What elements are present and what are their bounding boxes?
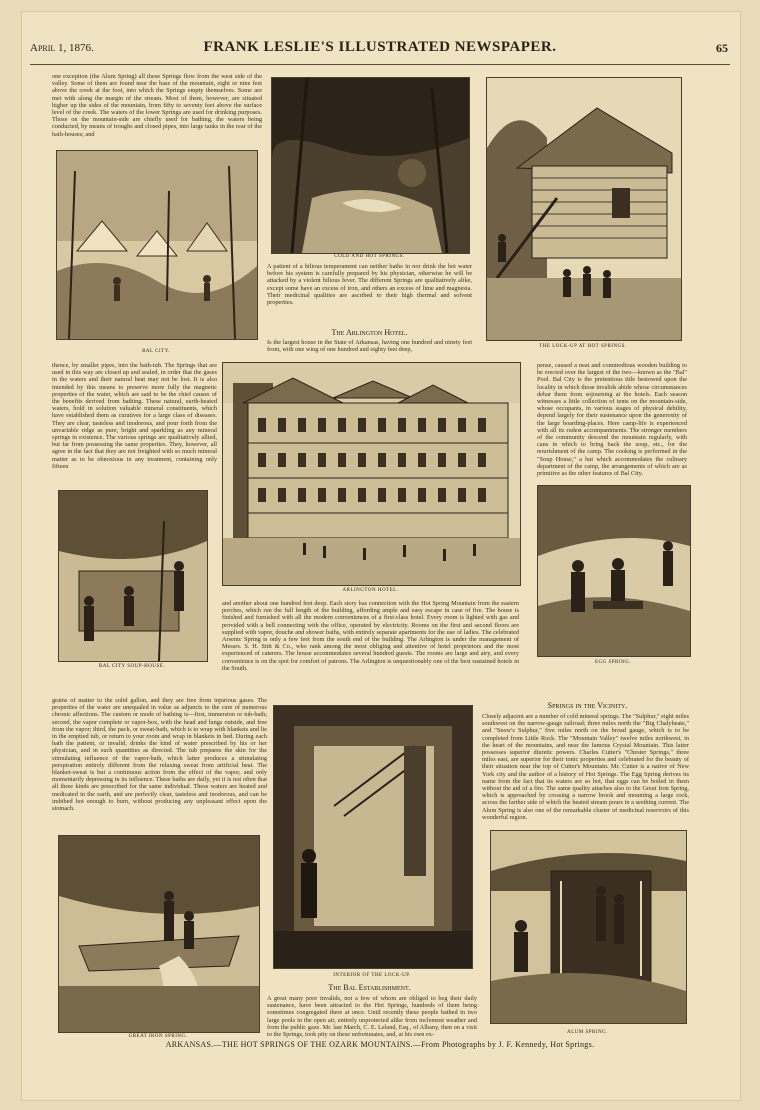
- text-center-lower: and another about one hundred feet deep. Each story has connection with the Hot Spring Mountain from the eastern porches, which run the full length of the building, affording ample and easy escape in case of fire. The house is finished and furnished with all the modern conveniences of a first-class hotel. Every room is lighted with gas and provided with a bell connecting with the office, operated by electricity. Rooms on the first and second floors are supplied with vapor, douche and shower baths, with entirely separate apartments for the use of ladies. The celebrated Arsenic Spring is only a few feet from the south end of the building. The Arlington is under the management of Messrs. S. H. Stitt & Co., who rank among the most obliging and attentive of hotel proprietors and the most experienced of caterers. The house accommodates several hundred guests. The rooms are large and airy, and every convenience is on the spot for comfort of patrons. The Arlington is unquestionably one of the best sustained hotels in the South.: [222, 600, 519, 672]
- text-arlington-intro: Is the largest house in the State of Arkansas, having one hundred and ninety feet front, with one wing of one hundred and eighty feet deep,: [267, 339, 472, 354]
- text-top-middle: A patient of a bilious temperament can neither bathe in nor drink the hot water before his system is carefully prepared by his physician, otherwise he will be attacked by a violent bilious fever. The different Springs are qualitatively alike, except some have an excess of iron, and others an excess of lime and magnesia. Their medicinal qualities are ascribed to their high thermal and solvent properties.: [267, 263, 472, 307]
- engraving-egg-spring: [537, 485, 691, 657]
- header-rule: [30, 64, 730, 65]
- page-header: [0, 34, 760, 60]
- text-springs-vicinity: Closely adjacent are a number of cold mineral springs. The "Sulphur," eight miles southwest on the narrow-gauge railroad; three miles north the "Big Chalybeate," and "Snow's Sulphur," five miles north on the broad gauge, which is to be completed from Little Rock. The "Mountain Valley" twelve miles northwest, in the heart of the mountains, and near the famous Crystal Mountain. This latter possesses superior diuretic powers. Charles Cutter's "Chester Springs," three miles east, are superior for their tonic properties and celebrated for the beauty of their situation near the top of Cutter's Mountain. Mr. Cutter is a native of New York city and the author of a history of Hot Springs. The Egg Spring derives its name from the fact that its waters are so hot, that eggs can be boiled in them without the aid of a fire. The same quality attaches also to the Great Iron Spring, which is approached by crossing a narrow brook and mounting a large rock, across the farther side of which the heated stream pours in a seething current. The Alum Spring is also one of the remarkable cluster of medicinal reservoirs of this wonderful region.: [482, 713, 689, 821]
- caption-egg-spring: EGG SPRING.: [594, 660, 632, 665]
- caption-interior-lock-up: INTERIOR OF THE LOCK-UP.: [333, 973, 411, 978]
- text-right-middle: pense, caused a neat and commodious wooden building to be erected over the largest of the two—known as the "Bal" Pool. Bal City is the pretentious title bestowed upon the locality in which those invalids abide whose circumstances debar them from sojourning at the hotels. Each season witnesses a little collection of tents on the mountain-side, whose occupants, in various stages of physical debility, depend largely for their sustenance upon the generosity of the large boarding-places. Here camp-life is experienced with all its rudest accompaniments. The stronger members of the community descend the mountain regularly, with cans in which to bring back the soup, etc., for the nourishment of the camp. The cooking is performed in the "Soup House," a hut which accommodates the culinary department of the camp, the arrangements of which are as primitive as the other features of Bal City.: [537, 362, 687, 478]
- text-bal-establishment: A great many poor invalids, not a few of whom are obliged to beg their daily sustenance, have been attracted to the Hot Springs, hundreds of them being sometimes congregated there at once. Until recently these people bathed in two large pools in the open air, entirely unprotected alike from inclement weather and from the public gaze. Mr. last March, C. E. Leland, Esq., of Albany, then on a visit to the Springs, took pity on these unfortunates, and, at his own ex-: [267, 995, 477, 1039]
- text-left-middle: thence, by smaller pipes, into the bath-tub. The Springs that are used in this way are closed up and sealed, in order that the gases in the waters and their natural heat may not be lost. It is also intended by this means to preserve more fully the magnetic properties of the water, which are said to be the chief causes of the benefits derived from bathing. These natural, earth-heated waters, hold in solution valuable mineral constituents, which have established them as curatives for a large class of diseases. They are clear, tasteless and inodorous, and pour forth from the unvariable ridge as pure, bright and sparkling as any mineral springs in existence. The various springs are qualitatively allied, but far from possessing the same properties. They, however, all agree in the fact that they are not freighted with so much mineral matter as to be obnoxious in any treatment, containing only fifteen: [52, 362, 217, 470]
- text-left-lower: grains of matter to the solid gallon, and they are free from injurious gases. The properties of the water are unequaled in value as adjuncts to the cure of numerous chronic affections. The custom or mode of bathing is—first, immersion or tub-bath; second, the vapor complete or vapor-box, with the head and lungs outside, and free from the vapor; third, the pack, or sweat-bath, which is to wrap with blankets and lie in the emptied tub, or return to your room and wrap in blankets in bed. During each bath the patient, or invalid, drinks the kind of water prescribed by his or her physician, and in such quantities as directed. The tub prepares the skin for the stimulating influence of the vapor-bath, which latter produces a stimulating perspiration entirely different from the relaxing sweat from artificial heat. The blanket-sweat is but a continuous action from the effect of the vapor, and only momentarily depressing in its influence. These baths are daily, yet it is not often that all three kinds are prescribed for the same individual. These waters are heated and medicated in the earth, and are perfectly clear, tasteless and inodorous, and can be imbibed hot enough to burn, without producing any unpleasant effect upon the stomach.: [52, 697, 267, 813]
- caption-great-iron-spring: GREAT IRON SPRING.: [128, 1034, 188, 1039]
- caption-cold-hot-springs: COLD AND HOT SPRINGS.: [334, 254, 405, 259]
- heading-springs-vicinity: Springs in the Vicinity.: [547, 701, 628, 710]
- engraving-alum-spring: [490, 830, 687, 1024]
- heading-bal-establishment: The Bal Establishment.: [328, 983, 411, 992]
- caption-soup-house: BAL CITY SOUP-HOUSE.: [98, 664, 166, 669]
- engraving-interior-lock-up: [273, 705, 473, 969]
- caption-arlington-hotel: ARLINGTON HOTEL.: [342, 588, 399, 593]
- newspaper-title: FRANK LESLIE'S ILLUSTRATED NEWSPAPER.: [203, 39, 557, 55]
- page-footer-caption: ARKANSAS.—THE HOT SPRINGS OF THE OZARK MOUNTAINS.—From Photographs by J. F. Kennedy, Hot Springs.: [165, 1040, 595, 1049]
- engraving-soup-house: [58, 490, 208, 662]
- engraving-lock-up: [486, 77, 682, 341]
- caption-alum-spring: ALUM SPRING.: [566, 1030, 608, 1035]
- issue-date: April 1, 1876.: [30, 42, 94, 54]
- engraving-bal-city: [56, 150, 258, 340]
- heading-arlington: The Arlington Hotel.: [331, 328, 408, 337]
- caption-lock-up: THE LOCK-UP AT HOT SPRINGS.: [539, 344, 627, 349]
- page-number: 65: [716, 41, 728, 55]
- engraving-great-iron-spring: [58, 835, 260, 1033]
- text-top-left: one exception (the Alum Spring) all these Springs flow from the west side of the valley. Some of them are found near the base of the mountain, eight or nine feet above the creek at the foot, into which the Springs empty themselves. Some are met with along the margin of the stream. Most of them, however, are situated higher up the sides of the mountain, from fifty to seventy feet above the surface level of the creek. The waters of the lower Springs are used for drinking purposes. Those on the mountain-side are chiefly used for bathing, the waters being conducted, by means of troughs and closed pipes, into large tanks in the rear of the bath-houses; and: [52, 73, 262, 138]
- engraving-cold-hot-springs: [271, 77, 470, 254]
- engraving-arlington-hotel: [222, 362, 521, 586]
- caption-bal-city: BAL CITY.: [142, 349, 170, 354]
